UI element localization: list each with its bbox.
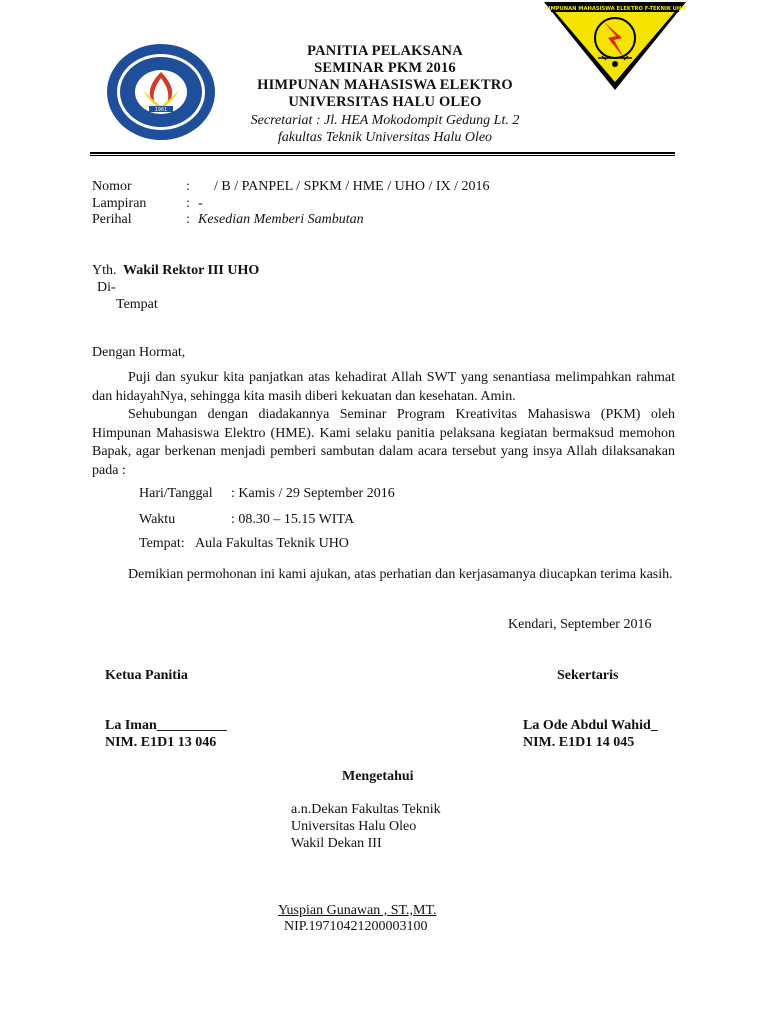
dekan-line3: Wakil Dekan III xyxy=(291,836,382,851)
header-address: Secretariat : Jl. HEA Mokodompit Gedung Lt. 2 xyxy=(250,113,520,128)
lampiran-label: Lampiran xyxy=(92,196,147,211)
paragraph-request-text: Sehubungan dengan diadakannya Seminar Program Kreativitas Mahasiswa (PKM) oleh Himpunan Mahasiswa Elektro (HME). Kami selaku panitia pelaksana kegiatan bermaksud memohon Bapak, agar berkenan menjadi pemberi sambutan dalam acara tersebut yang insya Allah dilaksanakan pada : xyxy=(92,407,675,478)
dekan-nip: NIP.19710421200003100 xyxy=(284,919,428,934)
ketua-nim: NIM. E1D1 13 046 xyxy=(105,735,217,750)
nomor-value: / B / PANPEL / SPKM / HME / UHO / IX / 2016 xyxy=(214,179,490,194)
tempat-label: Tempat: xyxy=(139,536,185,551)
hari-label: Hari/Tanggal xyxy=(139,486,213,501)
perihal-label: Perihal xyxy=(92,212,132,227)
greeting: Dengan Hormat, xyxy=(92,345,186,360)
svg-text:1961: 1961 xyxy=(154,107,168,113)
recipient-name: Wakil Rektor III UHO xyxy=(123,263,260,278)
header-committee: PANITIA PELAKSANA xyxy=(307,43,463,59)
nomor-label: Nomor xyxy=(92,179,132,194)
recipient-yth: Yth. xyxy=(92,263,117,278)
ketua-title: Ketua Panitia xyxy=(105,668,188,683)
mengetahui: Mengetahui xyxy=(342,769,414,784)
header-university: UNIVERSITAS HALU OLEO xyxy=(288,94,482,110)
perihal-colon: : xyxy=(186,212,190,227)
paragraph-opening-text: Puji dan syukur kita panjatkan atas kehadirat Allah SWT yang senantiasa melimpahkan rahmat dan hidayahNya, sehingga kita masih diberi kekuatan dan kesehatan. Amin. xyxy=(92,370,675,404)
tempat-value: Aula Fakultas Teknik UHO xyxy=(195,536,349,551)
header-organization: HIMPUNAN MAHASISWA ELEKTRO xyxy=(257,77,513,93)
header-event: SEMINAR PKM 2016 xyxy=(314,60,456,76)
ketua-name: La Iman__________ xyxy=(105,718,227,733)
svg-text:HIMPUNAN MAHASISWA ELEKTRO F-T: HIMPUNAN MAHASISWA ELEKTRO F-TEKNIK UHO xyxy=(544,6,686,12)
waktu-value: : 08.30 – 15.15 WITA xyxy=(231,512,355,527)
paragraph-request xyxy=(92,406,675,480)
nomor-colon: : xyxy=(186,179,190,194)
header-faculty: fakultas Teknik Universitas Halu Oleo xyxy=(277,130,493,145)
lampiran-colon: : xyxy=(186,196,190,211)
sekretaris-name: La Ode Abdul Wahid_ xyxy=(523,718,658,733)
dekan-name: Yuspian Gunawan , ST.,MT. xyxy=(278,903,437,918)
recipient-di: Di- xyxy=(97,280,116,295)
lampiran-value: - xyxy=(198,196,203,211)
dekan-line2: Universitas Halu Oleo xyxy=(291,819,417,834)
paragraph-closing-text: Demikian permohonan ini kami ajukan, atas perhatian dan kerjasamanya diucapkan terima kasih. xyxy=(128,567,673,582)
sekretaris-title: Sekertaris xyxy=(557,668,619,683)
sekretaris-nim: NIM. E1D1 14 045 xyxy=(523,735,635,750)
place-date: Kendari, September 2016 xyxy=(508,617,652,632)
paragraph-opening xyxy=(92,369,675,406)
waktu-label: Waktu xyxy=(139,512,176,527)
letterhead-divider-thin xyxy=(90,155,675,156)
hari-value: : Kamis / 29 September 2016 xyxy=(231,486,395,501)
letterhead-divider xyxy=(90,152,675,154)
paragraph-closing xyxy=(92,566,675,585)
recipient-place: Tempat xyxy=(116,297,158,312)
dekan-line1: a.n.Dekan Fakultas Teknik xyxy=(291,802,441,817)
perihal-value: Kesedian Memberi Sambutan xyxy=(198,212,364,227)
university-logo-text xyxy=(105,42,106,43)
